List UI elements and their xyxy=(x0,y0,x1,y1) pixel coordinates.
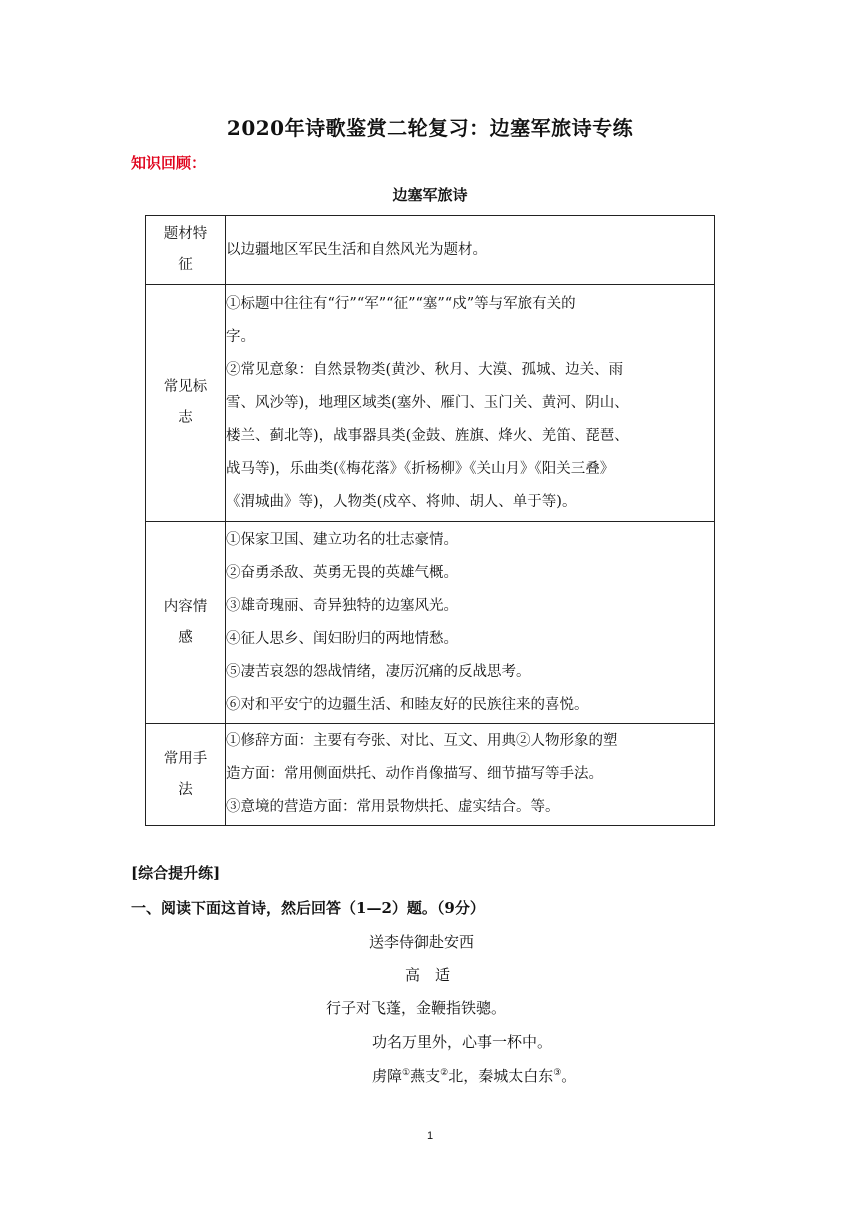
poem-title: 送李侍御赴安西 xyxy=(369,933,475,951)
row-label: 常见标 志 xyxy=(146,285,226,522)
knowledge-table xyxy=(145,215,715,826)
row-content: ①修辞方面：主要有夸张、对比、互文、用典②人物形象的塑 造方面：常用侧面烘托、动作肖像描写、细节描写等手法。 ③意境的营造方面：常用景物烘托、虚实结合。等。 xyxy=(226,724,715,826)
footnote-marker: ③ xyxy=(553,1068,562,1078)
footnote-marker: ① xyxy=(402,1068,411,1078)
row-content: ①标题中往往有“行”“军”“征”“塞”“戍”等与军旅有关的 字。 ②常见意象：自然景物类(黄沙、秋月、大漠、孤城、边关、雨 雪、风沙等)，地理区域类(塞外、雁门、玉门关、黄河、阴山、 楼兰、蓟北等)，战事器具类(金鼓、旌旗、烽火、羌笛、琵琶、 战马等)，乐曲类(《梅花落》《折杨柳》《关山月》《阳关三叠》 《渭城曲》等)，人物类(戍卒、将帅、胡人、单于等)。 xyxy=(226,285,715,522)
poem-line: 虏障①燕支②北，秦城太白东③。 xyxy=(372,1067,577,1085)
row-label: 常用手 法 xyxy=(146,724,226,826)
table-row xyxy=(146,216,715,285)
row-content: ①保家卫国、建立功名的壮志豪情。 ②奋勇杀敌、英勇无畏的英雄气概。 ③雄奇瑰丽、奇异独特的边塞风光。 ④征人思乡、闺妇盼归的两地情愁。 ⑤凄苦哀怨的怨战情绪，凄厉沉痛的反战思考。 ⑥对和平安宁的边疆生活、和睦友好的民族往来的喜悦。 xyxy=(226,522,715,724)
poem-author: 高 适 xyxy=(405,966,451,984)
footnote-marker: ② xyxy=(440,1068,449,1078)
table-row xyxy=(146,285,715,522)
table-caption: 边塞军旅诗 xyxy=(392,186,468,204)
row-content: 以边疆地区军民生活和自然风光为题材。 xyxy=(226,216,715,285)
page-number: 1 xyxy=(426,1130,434,1142)
question-heading: 一、阅读下面这首诗，然后回答（1—2）题。（9分） xyxy=(131,899,485,917)
page-title: 2020年诗歌鉴赏二轮复习：边塞军旅诗专练 xyxy=(226,116,634,140)
knowledge-review-label: 知识回顾： xyxy=(131,154,207,172)
table-row xyxy=(146,522,715,724)
row-label: 内容情 感 xyxy=(146,522,226,724)
poem-line: 行子对飞蓬，金鞭指铁骢。 xyxy=(326,999,507,1017)
poem-line: 功名万里外，心事一杯中。 xyxy=(372,1033,553,1051)
section-heading: [综合提升练] xyxy=(131,864,221,882)
table-row xyxy=(146,724,715,826)
row-label: 题材特 征 xyxy=(146,216,226,285)
